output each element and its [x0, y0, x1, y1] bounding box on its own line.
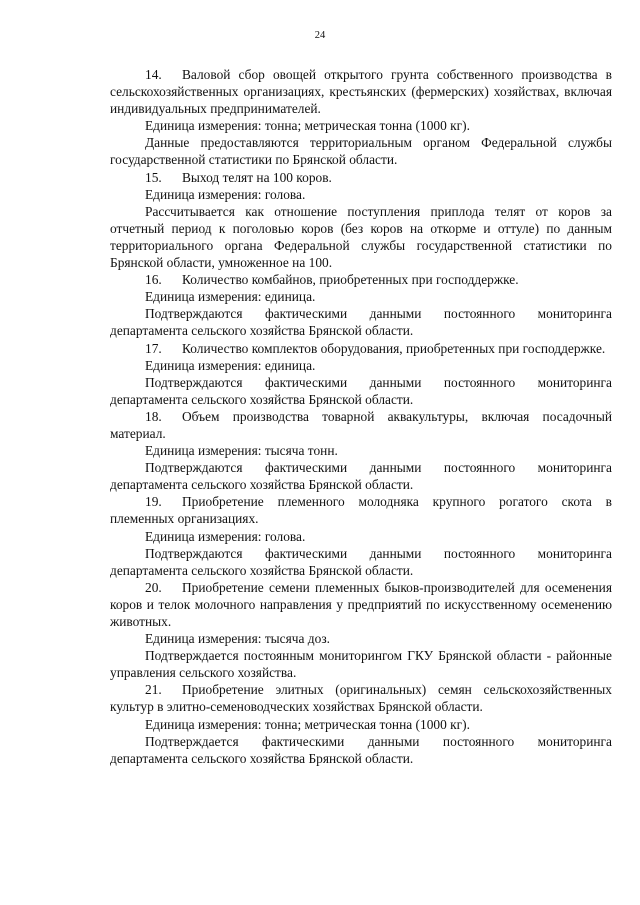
item-text: Валовой сбор овощей открытого грунта собственного производства в сельскохозяйственных организациях, крестьянских (фермерских) хозяйствах, включая индивидуальных предпринимателей. — [110, 67, 612, 117]
item-number: 20. — [145, 579, 162, 595]
unit-paragraph: Единица измерения: тонна; метрическая тонна (1000 кг). — [145, 118, 470, 134]
item-text: Количество комплектов оборудования, приобретенных при господдержке. — [182, 340, 606, 356]
source-paragraph: Подтверждается постоянным мониторингом ГКУ Брянской области - районные управления сельского хозяйства. — [110, 648, 612, 681]
document-body — [110, 66, 612, 767]
source-paragraph: Подтверждаются фактическими данными постоянного мониторинга департамента сельского хозяйства Брянской области. — [110, 306, 612, 339]
source-paragraph: Подтверждаются фактическими данными постоянного мониторинга департамента сельского хозяйства Брянской области. — [110, 374, 612, 407]
source-paragraph: Подтверждаются фактическими данными постоянного мониторинга департамента сельского хозяйства Брянской области. — [110, 545, 612, 578]
list-item-20 — [110, 579, 612, 630]
item-number: 18. — [145, 408, 162, 424]
item-text: Приобретение семени племенных быков-производителей для осеменения коров и телок молочного направления у предприятий по искусственному осеменению животных. — [110, 579, 612, 629]
unit-paragraph: Единица измерения: тысяча тонн. — [145, 443, 338, 459]
list-item-19 — [110, 493, 612, 527]
item-number: 15. — [145, 169, 162, 185]
item-number: 17. — [145, 340, 162, 356]
item-text: Объем производства товарной аквакультуры, включая посадочный материал. — [110, 408, 612, 441]
item-number: 16. — [145, 272, 162, 288]
list-item-16 — [110, 271, 612, 288]
item-number: 19. — [145, 494, 162, 510]
item-number: 21. — [145, 682, 162, 698]
unit-paragraph: Единица измерения: тысяча доз. — [145, 631, 330, 647]
unit-paragraph: Единица измерения: единица. — [145, 357, 316, 373]
source-paragraph: Подтверждается фактическими данными постоянного мониторинга департамента сельского хозяйства Брянской области. — [110, 733, 612, 766]
item-text: Выход телят на 100 коров. — [182, 169, 332, 185]
list-item-21 — [110, 681, 612, 715]
list-item-14 — [110, 66, 612, 117]
source-paragraph: Рассчитывается как отношение поступления приплода телят от коров за отчетный период к поголовью коров (без коров на откорме и оттуле) по данным территориального органа Федеральной службы государственной статистики по Брянской области, умноженное на 100. — [110, 203, 612, 271]
unit-paragraph: Единица измерения: единица. — [145, 289, 316, 305]
item-text: Приобретение элитных (оригинальных) семян сельскохозяйственных культур в элитно-семеноводческих хозяйствах Брянской области. — [110, 682, 612, 715]
unit-paragraph: Единица измерения: голова. — [145, 186, 306, 202]
unit-paragraph: Единица измерения: голова. — [145, 528, 306, 544]
list-item-18 — [110, 408, 612, 442]
unit-paragraph: Единица измерения: тонна; метрическая тонна (1000 кг). — [145, 716, 470, 732]
item-text: Приобретение племенного молодняка крупного рогатого скота в племенных организациях. — [110, 494, 612, 527]
source-paragraph: Подтверждаются фактическими данными постоянного мониторинга департамента сельского хозяйства Брянской области. — [110, 460, 612, 493]
item-text: Количество комбайнов, приобретенных при господдержке. — [182, 272, 519, 288]
list-item-15 — [110, 169, 612, 186]
item-number: 14. — [145, 67, 162, 82]
page-number: 24 — [314, 30, 326, 41]
list-item-17 — [110, 340, 612, 357]
source-paragraph: Данные предоставляются территориальным органом Федеральной службы государственной статистики по Брянской области. — [110, 135, 612, 168]
